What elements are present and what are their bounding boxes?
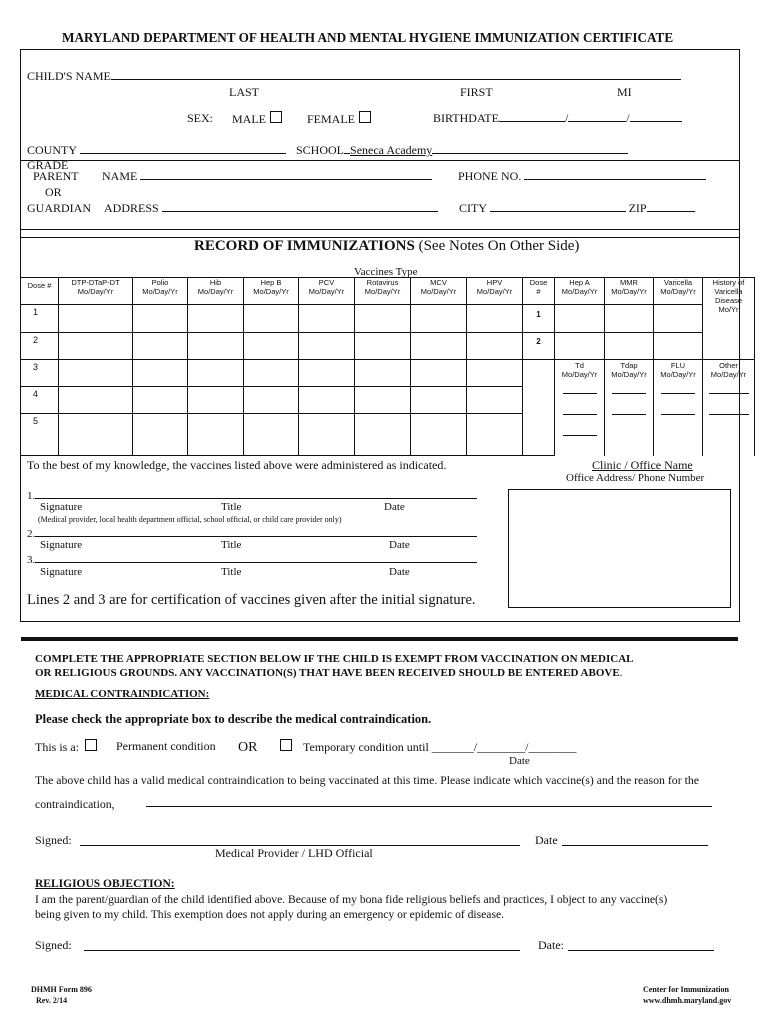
cell[interactable] — [59, 387, 133, 414]
dose-row-1: 1 — [21, 305, 59, 333]
clinic-stamp-box[interactable] — [508, 489, 731, 608]
sig-2-field[interactable] — [35, 526, 477, 537]
temporary-label[interactable]: Temporary condition until _______/________/________ — [303, 740, 577, 754]
cell[interactable] — [411, 414, 467, 456]
sig-3-date: Date — [389, 566, 410, 578]
male-checkbox[interactable] — [270, 111, 282, 123]
sig-3-title: Title — [221, 566, 242, 578]
grade-label: GRADE — [27, 158, 69, 172]
certification-statement: To the best of my knowledge, the vaccines listed above were administered as indicated. — [27, 458, 447, 472]
vaccines-type-label: Vaccines Type — [354, 266, 418, 278]
school-label: SCHOOL — [296, 143, 345, 157]
exempt-heading-1: COMPLETE THE APPROPRIATE SECTION BELOW IF THE CHILD IS EXEMPT FROM VACCINATION ON MEDICAL — [35, 653, 634, 665]
parent-name-field[interactable] — [140, 169, 432, 180]
record-heading-note: (See Notes On Other Side) — [418, 238, 580, 254]
cell[interactable] — [467, 387, 523, 414]
sig-3-field[interactable] — [35, 552, 477, 563]
col-dtp-header: DTP-DTaP-DT Mo/Day/Yr — [59, 278, 133, 305]
or-label: OR — [238, 740, 258, 755]
medical-heading: MEDICAL CONTRAINDICATION: — [35, 688, 210, 700]
col-varicella-header: Varicella Mo/Day/Yr — [654, 278, 703, 305]
record-heading — [194, 238, 579, 255]
zip-field[interactable] — [647, 201, 695, 212]
sex-label: SEX: — [187, 111, 214, 125]
outer-border-top — [20, 49, 740, 50]
phone-row — [458, 169, 706, 184]
birthdate-month-field[interactable] — [499, 111, 565, 122]
col-other[interactable]: Other Mo/Day/Yr — [703, 360, 755, 456]
col-td[interactable]: Td Mo/Day/Yr — [555, 360, 605, 456]
cell[interactable] — [605, 333, 654, 360]
birthdate-year-field[interactable] — [630, 111, 682, 122]
contraindication-field[interactable] — [146, 806, 712, 807]
guardian-label: GUARDIAN — [27, 201, 91, 215]
sig-2-title: Title — [221, 539, 242, 551]
phone-field[interactable] — [524, 169, 706, 180]
form-title: MARYLAND DEPARTMENT OF HEALTH AND MENTAL HYGIENE IMMUNIZATION CERTIFICATE — [62, 30, 674, 45]
school-field-post[interactable] — [432, 143, 628, 154]
dose2-header: Dose # — [523, 278, 555, 305]
cell[interactable] — [411, 305, 467, 333]
outer-border-bottom — [20, 621, 740, 622]
cell[interactable] — [244, 360, 299, 387]
provider-label: Medical Provider / LHD Official — [215, 846, 373, 860]
cell[interactable] — [133, 305, 188, 333]
section-separator — [21, 637, 738, 641]
city-zip-row — [459, 201, 695, 216]
valid-text: The above child has a valid medical contraindication to being vaccinated at this time. Please indicate which vaccine(s) and the reason for the — [35, 773, 699, 787]
lines-note: Lines 2 and 3 are for certification of vaccines given after the initial signature. — [27, 592, 476, 608]
birthdate-label: BIRTHDATE — [433, 111, 499, 125]
footer-form: DHMH Form 896 — [31, 985, 92, 994]
cell[interactable] — [133, 387, 188, 414]
female-label: FEMALE — [307, 112, 355, 126]
religious-signed-label: Signed: — [35, 938, 72, 952]
child-name-label: CHILD'S NAME — [27, 69, 111, 83]
medical-date-field[interactable] — [562, 845, 708, 846]
sig-1-field[interactable] — [35, 488, 477, 499]
cell[interactable] — [244, 333, 299, 360]
cell[interactable] — [133, 333, 188, 360]
city-field[interactable] — [490, 201, 626, 212]
divider-grade — [20, 160, 740, 161]
city-label: CITY — [459, 201, 487, 215]
school-value[interactable]: Seneca Academy — [350, 143, 433, 157]
dose2-row-1: 1 — [523, 305, 555, 333]
child-name-field[interactable] — [111, 69, 681, 80]
col-hepb-header: Hep B Mo/Day/Yr — [244, 278, 299, 305]
col-rotavirus-header: Rotavirus Mo/Day/Yr — [355, 278, 411, 305]
dose-row-5: 5 — [21, 414, 59, 456]
sig-3-number: 3. — [27, 554, 36, 566]
child-first-label: FIRST — [460, 85, 493, 99]
sig-1-signature: Signature — [40, 501, 83, 513]
county-label: COUNTY — [27, 143, 77, 157]
cell[interactable] — [188, 333, 244, 360]
col-mmr-header: MMR Mo/Day/Yr — [605, 278, 654, 305]
col-mcv-header: MCV Mo/Day/Yr — [411, 278, 467, 305]
parent-address-field[interactable] — [162, 201, 438, 212]
sig-line-1 — [27, 488, 477, 502]
col-pcv-header: PCV Mo/Day/Yr — [299, 278, 355, 305]
cell[interactable] — [59, 333, 133, 360]
cell[interactable] — [59, 414, 133, 456]
male-label: MALE — [232, 112, 266, 126]
cell[interactable] — [605, 305, 654, 333]
parent-address-row — [104, 201, 438, 216]
birthdate-sep-1: / — [564, 111, 569, 125]
col-history-header: History of Varicella Disease Mo/Yr — [703, 278, 755, 360]
medical-date-label: Date — [535, 833, 558, 847]
cell[interactable] — [299, 333, 355, 360]
religious-line-1: I am the parent/guardian of the child identified above. Because of my bona fide religious beliefs and practices, I object to any vaccine(s) — [35, 893, 668, 906]
record-heading-title: RECORD OF IMMUNIZATIONS — [194, 238, 415, 254]
sig-2-number: 2. — [27, 528, 36, 540]
temporary-row — [280, 739, 576, 755]
sig-line-2 — [27, 526, 477, 540]
clinic-name-label: Clinic / Office Name — [592, 458, 693, 472]
medical-signed-label: Signed: — [35, 833, 72, 847]
footer-center: Center for Immunization — [643, 985, 729, 994]
phone-label: PHONE NO. — [458, 169, 522, 183]
dose-row-4: 4 — [21, 387, 59, 414]
sig-2-signature: Signature — [40, 539, 83, 551]
birthdate-sep-2: / — [626, 111, 630, 125]
child-mi-label: MI — [617, 85, 632, 99]
cell[interactable] — [411, 360, 467, 387]
cell[interactable] — [244, 387, 299, 414]
lower-spacer — [523, 360, 555, 456]
cell[interactable] — [244, 414, 299, 456]
cell[interactable] — [411, 387, 467, 414]
dose-row-3: 3 — [21, 360, 59, 387]
cell[interactable] — [654, 333, 703, 360]
cell[interactable] — [188, 305, 244, 333]
child-name-row — [27, 69, 681, 84]
temporary-date-label: Date — [509, 755, 530, 767]
col-polio-header: Polio Mo/Day/Yr — [133, 278, 188, 305]
permanent-checkbox[interactable] — [85, 739, 97, 751]
cell[interactable] — [355, 414, 411, 456]
cell[interactable] — [555, 333, 605, 360]
provider-note: (Medical provider, local health department official, school official, or child care provider only) — [38, 515, 342, 524]
sig-1-title: Title — [221, 501, 242, 513]
cell[interactable] — [59, 360, 133, 387]
cell[interactable] — [467, 360, 523, 387]
cell[interactable] — [355, 360, 411, 387]
female-option[interactable] — [307, 111, 371, 127]
parent-label: PARENT — [33, 169, 79, 183]
county-field[interactable] — [80, 143, 286, 154]
cell[interactable] — [133, 414, 188, 456]
cell[interactable] — [355, 305, 411, 333]
birthdate-row — [433, 111, 682, 126]
county-row — [27, 143, 286, 158]
cell[interactable] — [188, 360, 244, 387]
cell[interactable] — [355, 387, 411, 414]
sig-3-signature: Signature — [40, 566, 83, 578]
divider-record — [20, 229, 740, 230]
religious-heading: RELIGIOUS OBJECTION: — [35, 878, 175, 890]
this-is-a-label: This is a: — [35, 740, 79, 754]
religious-signed-field[interactable] — [84, 950, 520, 951]
parent-or-label: OR — [45, 185, 62, 199]
permanent-label: Permanent condition — [116, 739, 216, 753]
cell[interactable] — [654, 305, 703, 333]
cell[interactable] — [188, 414, 244, 456]
cell[interactable] — [555, 305, 605, 333]
temporary-checkbox[interactable] — [280, 739, 292, 751]
check-prompt: Please check the appropriate box to describe the medical contraindication. — [35, 712, 432, 726]
religious-date-label: Date: — [538, 938, 564, 952]
cell[interactable] — [299, 387, 355, 414]
sig-1-number: 1. — [27, 490, 36, 502]
exempt-heading-2: OR RELIGIOUS GROUNDS. ANY VACCINATION(S) THAT HAVE BEEN RECEIVED SHOULD BE ENTERED ABOVE — [35, 667, 620, 679]
parent-name-label: NAME — [102, 169, 138, 183]
exempt-heading-period: . — [619, 667, 623, 679]
footer-url: www.dhmh.maryland.gov — [643, 996, 732, 1005]
cell[interactable] — [299, 414, 355, 456]
religious-date-field[interactable] — [568, 950, 714, 951]
cell[interactable] — [133, 360, 188, 387]
col-hepa-header: Hep A Mo/Day/Yr — [555, 278, 605, 305]
female-checkbox[interactable] — [359, 111, 371, 123]
cell[interactable] — [355, 333, 411, 360]
cell[interactable] — [411, 333, 467, 360]
dose-header: Dose # — [21, 278, 59, 305]
footer-rev: Rev. 2/14 — [36, 996, 68, 1005]
cell[interactable] — [299, 305, 355, 333]
dose2-row-2: 2 — [523, 333, 555, 360]
parent-address-label: ADDRESS — [104, 201, 159, 215]
dose-row-2: 2 — [21, 333, 59, 360]
birthdate-day-field[interactable] — [568, 111, 626, 122]
school-row — [296, 143, 628, 158]
col-tdap[interactable]: Tdap Mo/Day/Yr — [605, 360, 654, 456]
office-address-label: Office Address/ Phone Number — [566, 472, 705, 484]
cell[interactable] — [299, 360, 355, 387]
exempt-heading-2-row — [35, 667, 622, 679]
sig-1-date: Date — [384, 501, 405, 513]
cell[interactable] — [244, 305, 299, 333]
cell[interactable] — [188, 387, 244, 414]
col-hpv-header: HPV Mo/Day/Yr — [467, 278, 523, 305]
immunization-table — [20, 277, 755, 456]
cell[interactable] — [467, 414, 523, 456]
religious-line-2: being given to my child. This exemption does not apply during an emergency or epidemic of disease. — [35, 908, 505, 921]
this-is-a-row — [35, 739, 97, 755]
col-flu[interactable]: FLU Mo/Day/Yr — [654, 360, 703, 456]
col-hib-header: Hib Mo/Day/Yr — [188, 278, 244, 305]
cell[interactable] — [467, 333, 523, 360]
child-last-label: LAST — [229, 85, 259, 99]
cell[interactable] — [59, 305, 133, 333]
male-option[interactable] — [232, 111, 282, 127]
parent-name-row — [102, 169, 432, 184]
cell[interactable] — [467, 305, 523, 333]
contraindication-label: contraindication, — [35, 797, 115, 811]
zip-label: ZIP — [628, 201, 647, 215]
sig-line-3 — [27, 552, 477, 566]
sig-2-date: Date — [389, 539, 410, 551]
